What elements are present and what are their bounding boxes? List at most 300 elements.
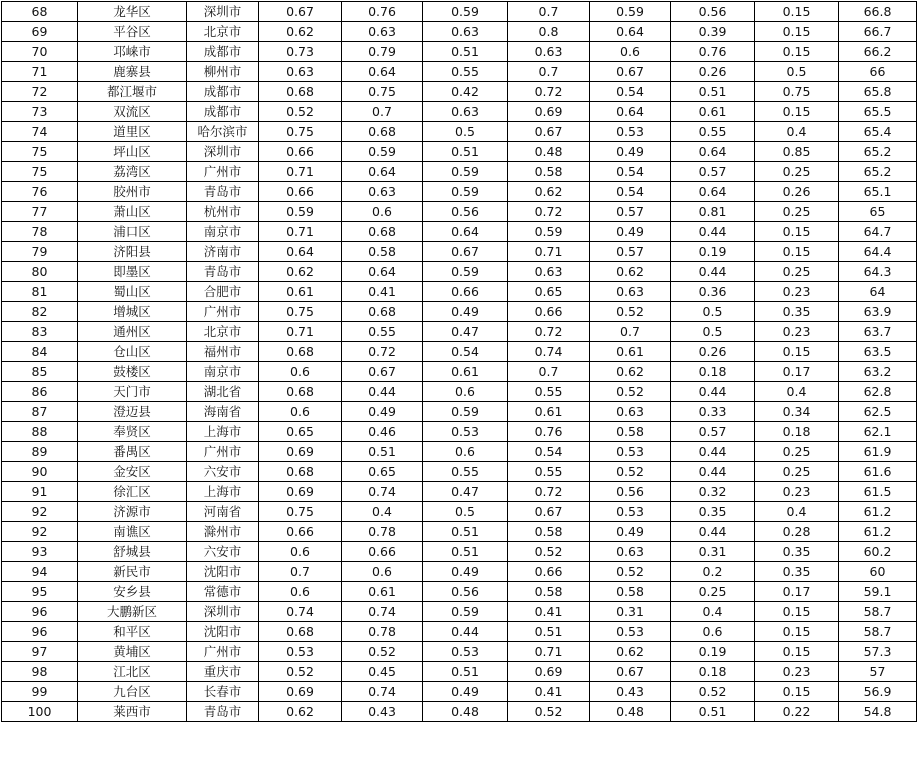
cell-district: 鹿寨县 bbox=[78, 62, 187, 82]
cell-city: 哈尔滨市 bbox=[187, 122, 259, 142]
cell-score-5: 0.52 bbox=[590, 302, 671, 322]
table-row bbox=[2, 282, 917, 302]
cell-city: 河南省 bbox=[187, 502, 259, 522]
cell-rank: 74 bbox=[2, 122, 78, 142]
table-row bbox=[2, 562, 917, 582]
cell-score-4: 0.54 bbox=[508, 442, 590, 462]
cell-rank: 95 bbox=[2, 582, 78, 602]
cell-city: 青岛市 bbox=[187, 182, 259, 202]
cell-rank: 97 bbox=[2, 642, 78, 662]
cell-score-5: 0.62 bbox=[590, 362, 671, 382]
cell-score-2: 0.46 bbox=[342, 422, 423, 442]
cell-score-7: 0.5 bbox=[755, 62, 839, 82]
cell-score-7: 0.15 bbox=[755, 622, 839, 642]
cell-score-3: 0.51 bbox=[423, 142, 508, 162]
table-row bbox=[2, 42, 917, 62]
cell-score-6: 0.44 bbox=[671, 462, 755, 482]
cell-score-5: 0.62 bbox=[590, 262, 671, 282]
cell-total-score: 65 bbox=[839, 202, 917, 222]
cell-score-4: 0.63 bbox=[508, 262, 590, 282]
cell-score-6: 0.33 bbox=[671, 402, 755, 422]
cell-score-7: 0.15 bbox=[755, 342, 839, 362]
cell-score-2: 0.63 bbox=[342, 182, 423, 202]
cell-score-1: 0.66 bbox=[259, 522, 342, 542]
cell-score-3: 0.47 bbox=[423, 322, 508, 342]
table-row bbox=[2, 362, 917, 382]
cell-score-5: 0.54 bbox=[590, 162, 671, 182]
cell-score-3: 0.49 bbox=[423, 302, 508, 322]
cell-score-6: 0.26 bbox=[671, 342, 755, 362]
cell-score-5: 0.52 bbox=[590, 462, 671, 482]
cell-score-1: 0.68 bbox=[259, 342, 342, 362]
cell-score-5: 0.58 bbox=[590, 582, 671, 602]
cell-district: 都江堰市 bbox=[78, 82, 187, 102]
cell-score-7: 0.4 bbox=[755, 122, 839, 142]
cell-score-2: 0.4 bbox=[342, 502, 423, 522]
cell-city: 杭州市 bbox=[187, 202, 259, 222]
cell-score-6: 0.64 bbox=[671, 142, 755, 162]
cell-score-5: 0.63 bbox=[590, 402, 671, 422]
table-row bbox=[2, 162, 917, 182]
cell-score-6: 0.44 bbox=[671, 382, 755, 402]
cell-score-2: 0.6 bbox=[342, 562, 423, 582]
cell-score-7: 0.15 bbox=[755, 242, 839, 262]
table-body bbox=[2, 2, 917, 722]
cell-score-5: 0.64 bbox=[590, 22, 671, 42]
cell-score-3: 0.59 bbox=[423, 402, 508, 422]
cell-score-1: 0.63 bbox=[259, 62, 342, 82]
cell-district: 龙华区 bbox=[78, 2, 187, 22]
cell-score-5: 0.59 bbox=[590, 2, 671, 22]
cell-score-3: 0.5 bbox=[423, 122, 508, 142]
cell-district: 黄埔区 bbox=[78, 642, 187, 662]
cell-total-score: 58.7 bbox=[839, 622, 917, 642]
cell-score-7: 0.15 bbox=[755, 102, 839, 122]
cell-score-1: 0.66 bbox=[259, 182, 342, 202]
cell-total-score: 66.2 bbox=[839, 42, 917, 62]
cell-rank: 96 bbox=[2, 602, 78, 622]
cell-city: 重庆市 bbox=[187, 662, 259, 682]
cell-city: 海南省 bbox=[187, 402, 259, 422]
cell-score-4: 0.71 bbox=[508, 642, 590, 662]
cell-score-3: 0.59 bbox=[423, 262, 508, 282]
cell-score-6: 0.76 bbox=[671, 42, 755, 62]
cell-score-6: 0.44 bbox=[671, 262, 755, 282]
cell-score-5: 0.53 bbox=[590, 622, 671, 642]
table-row bbox=[2, 602, 917, 622]
cell-score-5: 0.49 bbox=[590, 222, 671, 242]
cell-score-2: 0.74 bbox=[342, 682, 423, 702]
cell-score-1: 0.68 bbox=[259, 622, 342, 642]
cell-score-3: 0.53 bbox=[423, 422, 508, 442]
cell-score-7: 0.17 bbox=[755, 362, 839, 382]
cell-score-3: 0.51 bbox=[423, 522, 508, 542]
cell-score-1: 0.7 bbox=[259, 562, 342, 582]
cell-score-4: 0.62 bbox=[508, 182, 590, 202]
cell-total-score: 59.1 bbox=[839, 582, 917, 602]
cell-rank: 98 bbox=[2, 662, 78, 682]
cell-total-score: 56.9 bbox=[839, 682, 917, 702]
cell-district: 九台区 bbox=[78, 682, 187, 702]
cell-score-6: 0.19 bbox=[671, 642, 755, 662]
cell-score-5: 0.49 bbox=[590, 522, 671, 542]
cell-score-7: 0.15 bbox=[755, 642, 839, 662]
cell-total-score: 64 bbox=[839, 282, 917, 302]
cell-score-4: 0.48 bbox=[508, 142, 590, 162]
cell-score-7: 0.15 bbox=[755, 682, 839, 702]
cell-score-2: 0.68 bbox=[342, 222, 423, 242]
cell-city: 沈阳市 bbox=[187, 622, 259, 642]
cell-score-2: 0.68 bbox=[342, 122, 423, 142]
cell-score-3: 0.64 bbox=[423, 222, 508, 242]
cell-district: 蜀山区 bbox=[78, 282, 187, 302]
cell-city: 深圳市 bbox=[187, 2, 259, 22]
cell-district: 新民市 bbox=[78, 562, 187, 582]
cell-rank: 82 bbox=[2, 302, 78, 322]
cell-city: 济南市 bbox=[187, 242, 259, 262]
cell-score-1: 0.67 bbox=[259, 2, 342, 22]
cell-score-4: 0.41 bbox=[508, 602, 590, 622]
cell-total-score: 60.2 bbox=[839, 542, 917, 562]
cell-score-5: 0.58 bbox=[590, 422, 671, 442]
table-row bbox=[2, 122, 917, 142]
cell-rank: 86 bbox=[2, 382, 78, 402]
cell-score-7: 0.28 bbox=[755, 522, 839, 542]
cell-score-5: 0.53 bbox=[590, 122, 671, 142]
cell-district: 即墨区 bbox=[78, 262, 187, 282]
cell-total-score: 57.3 bbox=[839, 642, 917, 662]
cell-score-5: 0.57 bbox=[590, 202, 671, 222]
cell-score-1: 0.6 bbox=[259, 402, 342, 422]
cell-score-1: 0.61 bbox=[259, 282, 342, 302]
cell-rank: 73 bbox=[2, 102, 78, 122]
table-row bbox=[2, 302, 917, 322]
table-row bbox=[2, 662, 917, 682]
cell-score-3: 0.56 bbox=[423, 582, 508, 602]
cell-total-score: 61.2 bbox=[839, 522, 917, 542]
cell-district: 邛崃市 bbox=[78, 42, 187, 62]
cell-score-2: 0.74 bbox=[342, 482, 423, 502]
cell-score-3: 0.54 bbox=[423, 342, 508, 362]
cell-score-3: 0.59 bbox=[423, 2, 508, 22]
cell-rank: 100 bbox=[2, 702, 78, 722]
cell-score-7: 0.25 bbox=[755, 202, 839, 222]
cell-score-6: 0.6 bbox=[671, 622, 755, 642]
cell-city: 成都市 bbox=[187, 82, 259, 102]
cell-score-6: 0.44 bbox=[671, 442, 755, 462]
cell-score-2: 0.72 bbox=[342, 342, 423, 362]
cell-score-3: 0.51 bbox=[423, 542, 508, 562]
cell-score-7: 0.35 bbox=[755, 562, 839, 582]
cell-score-5: 0.7 bbox=[590, 322, 671, 342]
cell-city: 六安市 bbox=[187, 462, 259, 482]
cell-score-2: 0.74 bbox=[342, 602, 423, 622]
table-row bbox=[2, 542, 917, 562]
cell-score-6: 0.44 bbox=[671, 522, 755, 542]
cell-score-4: 0.51 bbox=[508, 622, 590, 642]
cell-rank: 92 bbox=[2, 502, 78, 522]
cell-total-score: 62.8 bbox=[839, 382, 917, 402]
cell-score-5: 0.49 bbox=[590, 142, 671, 162]
cell-rank: 69 bbox=[2, 22, 78, 42]
table-row bbox=[2, 342, 917, 362]
cell-score-7: 0.4 bbox=[755, 382, 839, 402]
cell-score-1: 0.73 bbox=[259, 42, 342, 62]
cell-score-1: 0.66 bbox=[259, 142, 342, 162]
cell-score-4: 0.63 bbox=[508, 42, 590, 62]
cell-score-6: 0.19 bbox=[671, 242, 755, 262]
cell-score-6: 0.57 bbox=[671, 422, 755, 442]
cell-rank: 99 bbox=[2, 682, 78, 702]
cell-total-score: 57 bbox=[839, 662, 917, 682]
cell-score-6: 0.61 bbox=[671, 102, 755, 122]
cell-score-5: 0.6 bbox=[590, 42, 671, 62]
cell-score-1: 0.74 bbox=[259, 602, 342, 622]
table-row bbox=[2, 462, 917, 482]
table-row bbox=[2, 22, 917, 42]
cell-score-4: 0.58 bbox=[508, 522, 590, 542]
cell-score-4: 0.52 bbox=[508, 702, 590, 722]
table-row bbox=[2, 682, 917, 702]
cell-city: 深圳市 bbox=[187, 142, 259, 162]
cell-score-5: 0.61 bbox=[590, 342, 671, 362]
cell-score-5: 0.53 bbox=[590, 442, 671, 462]
table-row bbox=[2, 182, 917, 202]
cell-score-7: 0.23 bbox=[755, 282, 839, 302]
cell-score-6: 0.25 bbox=[671, 582, 755, 602]
cell-score-3: 0.61 bbox=[423, 362, 508, 382]
cell-score-1: 0.52 bbox=[259, 102, 342, 122]
cell-score-1: 0.62 bbox=[259, 262, 342, 282]
cell-city: 北京市 bbox=[187, 22, 259, 42]
cell-score-3: 0.51 bbox=[423, 662, 508, 682]
cell-score-1: 0.71 bbox=[259, 222, 342, 242]
cell-score-5: 0.48 bbox=[590, 702, 671, 722]
cell-score-1: 0.6 bbox=[259, 542, 342, 562]
cell-district: 天门市 bbox=[78, 382, 187, 402]
table-row bbox=[2, 82, 917, 102]
cell-rank: 92 bbox=[2, 522, 78, 542]
cell-score-1: 0.6 bbox=[259, 582, 342, 602]
cell-score-2: 0.78 bbox=[342, 522, 423, 542]
cell-total-score: 63.5 bbox=[839, 342, 917, 362]
cell-score-6: 0.5 bbox=[671, 322, 755, 342]
cell-score-6: 0.51 bbox=[671, 702, 755, 722]
cell-score-7: 0.25 bbox=[755, 442, 839, 462]
table-row bbox=[2, 242, 917, 262]
cell-score-1: 0.75 bbox=[259, 302, 342, 322]
cell-score-3: 0.67 bbox=[423, 242, 508, 262]
cell-score-1: 0.69 bbox=[259, 682, 342, 702]
cell-rank: 87 bbox=[2, 402, 78, 422]
cell-district: 济阳县 bbox=[78, 242, 187, 262]
cell-score-1: 0.75 bbox=[259, 122, 342, 142]
cell-total-score: 65.1 bbox=[839, 182, 917, 202]
cell-city: 成都市 bbox=[187, 42, 259, 62]
cell-score-2: 0.49 bbox=[342, 402, 423, 422]
cell-total-score: 54.8 bbox=[839, 702, 917, 722]
table-row bbox=[2, 102, 917, 122]
cell-score-1: 0.69 bbox=[259, 442, 342, 462]
cell-score-7: 0.25 bbox=[755, 162, 839, 182]
cell-city: 沈阳市 bbox=[187, 562, 259, 582]
cell-city: 青岛市 bbox=[187, 702, 259, 722]
cell-city: 滁州市 bbox=[187, 522, 259, 542]
cell-score-4: 0.76 bbox=[508, 422, 590, 442]
cell-city: 广州市 bbox=[187, 302, 259, 322]
cell-total-score: 60 bbox=[839, 562, 917, 582]
table-row bbox=[2, 2, 917, 22]
table-row bbox=[2, 502, 917, 522]
cell-total-score: 64.4 bbox=[839, 242, 917, 262]
cell-score-6: 0.2 bbox=[671, 562, 755, 582]
cell-score-2: 0.45 bbox=[342, 662, 423, 682]
cell-city: 南京市 bbox=[187, 362, 259, 382]
cell-total-score: 61.6 bbox=[839, 462, 917, 482]
cell-score-2: 0.6 bbox=[342, 202, 423, 222]
cell-score-5: 0.31 bbox=[590, 602, 671, 622]
cell-score-1: 0.68 bbox=[259, 462, 342, 482]
table-row bbox=[2, 142, 917, 162]
cell-score-3: 0.63 bbox=[423, 22, 508, 42]
cell-rank: 77 bbox=[2, 202, 78, 222]
cell-district: 金安区 bbox=[78, 462, 187, 482]
cell-city: 长春市 bbox=[187, 682, 259, 702]
table-row bbox=[2, 222, 917, 242]
cell-score-4: 0.67 bbox=[508, 122, 590, 142]
cell-score-3: 0.49 bbox=[423, 562, 508, 582]
table-row bbox=[2, 262, 917, 282]
cell-district: 增城区 bbox=[78, 302, 187, 322]
cell-score-6: 0.56 bbox=[671, 2, 755, 22]
cell-total-score: 66 bbox=[839, 62, 917, 82]
cell-district: 澄迈县 bbox=[78, 402, 187, 422]
cell-district: 萧山区 bbox=[78, 202, 187, 222]
cell-score-1: 0.68 bbox=[259, 82, 342, 102]
cell-district: 奉贤区 bbox=[78, 422, 187, 442]
cell-score-3: 0.49 bbox=[423, 682, 508, 702]
cell-total-score: 58.7 bbox=[839, 602, 917, 622]
cell-score-3: 0.48 bbox=[423, 702, 508, 722]
cell-score-5: 0.43 bbox=[590, 682, 671, 702]
cell-score-2: 0.44 bbox=[342, 382, 423, 402]
cell-district: 仓山区 bbox=[78, 342, 187, 362]
cell-city: 柳州市 bbox=[187, 62, 259, 82]
cell-score-2: 0.55 bbox=[342, 322, 423, 342]
table-row bbox=[2, 702, 917, 722]
cell-rank: 80 bbox=[2, 262, 78, 282]
cell-city: 广州市 bbox=[187, 642, 259, 662]
cell-score-4: 0.7 bbox=[508, 2, 590, 22]
cell-score-3: 0.55 bbox=[423, 462, 508, 482]
cell-score-7: 0.15 bbox=[755, 602, 839, 622]
cell-score-4: 0.69 bbox=[508, 662, 590, 682]
cell-total-score: 65.8 bbox=[839, 82, 917, 102]
cell-score-6: 0.44 bbox=[671, 222, 755, 242]
cell-score-7: 0.4 bbox=[755, 502, 839, 522]
cell-score-1: 0.69 bbox=[259, 482, 342, 502]
cell-city: 广州市 bbox=[187, 442, 259, 462]
table-row bbox=[2, 62, 917, 82]
cell-district: 双流区 bbox=[78, 102, 187, 122]
cell-score-3: 0.59 bbox=[423, 162, 508, 182]
cell-city: 深圳市 bbox=[187, 602, 259, 622]
table-row bbox=[2, 422, 917, 442]
cell-rank: 84 bbox=[2, 342, 78, 362]
table-row bbox=[2, 442, 917, 462]
table-row bbox=[2, 322, 917, 342]
cell-score-7: 0.26 bbox=[755, 182, 839, 202]
table-row bbox=[2, 402, 917, 422]
cell-rank: 91 bbox=[2, 482, 78, 502]
cell-score-4: 0.72 bbox=[508, 202, 590, 222]
cell-district: 番禺区 bbox=[78, 442, 187, 462]
cell-score-4: 0.74 bbox=[508, 342, 590, 362]
cell-score-7: 0.23 bbox=[755, 322, 839, 342]
cell-score-2: 0.68 bbox=[342, 302, 423, 322]
cell-score-3: 0.59 bbox=[423, 602, 508, 622]
cell-district: 安乡县 bbox=[78, 582, 187, 602]
cell-score-4: 0.55 bbox=[508, 382, 590, 402]
cell-score-3: 0.42 bbox=[423, 82, 508, 102]
cell-score-4: 0.55 bbox=[508, 462, 590, 482]
cell-score-2: 0.65 bbox=[342, 462, 423, 482]
cell-rank: 81 bbox=[2, 282, 78, 302]
cell-score-2: 0.59 bbox=[342, 142, 423, 162]
cell-total-score: 63.9 bbox=[839, 302, 917, 322]
cell-score-6: 0.81 bbox=[671, 202, 755, 222]
table-row bbox=[2, 582, 917, 602]
cell-score-2: 0.75 bbox=[342, 82, 423, 102]
cell-score-6: 0.57 bbox=[671, 162, 755, 182]
cell-score-6: 0.26 bbox=[671, 62, 755, 82]
cell-score-6: 0.39 bbox=[671, 22, 755, 42]
cell-score-1: 0.65 bbox=[259, 422, 342, 442]
cell-score-7: 0.85 bbox=[755, 142, 839, 162]
cell-score-1: 0.64 bbox=[259, 242, 342, 262]
cell-city: 北京市 bbox=[187, 322, 259, 342]
cell-score-3: 0.47 bbox=[423, 482, 508, 502]
cell-total-score: 65.5 bbox=[839, 102, 917, 122]
cell-score-2: 0.61 bbox=[342, 582, 423, 602]
cell-district: 舒城县 bbox=[78, 542, 187, 562]
cell-score-1: 0.71 bbox=[259, 322, 342, 342]
cell-rank: 70 bbox=[2, 42, 78, 62]
cell-score-1: 0.68 bbox=[259, 382, 342, 402]
ranking-table bbox=[1, 1, 917, 722]
cell-city: 青岛市 bbox=[187, 262, 259, 282]
cell-score-4: 0.72 bbox=[508, 482, 590, 502]
cell-rank: 88 bbox=[2, 422, 78, 442]
cell-score-7: 0.15 bbox=[755, 2, 839, 22]
cell-score-5: 0.62 bbox=[590, 642, 671, 662]
cell-district: 平谷区 bbox=[78, 22, 187, 42]
cell-city: 南京市 bbox=[187, 222, 259, 242]
cell-total-score: 62.1 bbox=[839, 422, 917, 442]
cell-score-4: 0.59 bbox=[508, 222, 590, 242]
table-row bbox=[2, 522, 917, 542]
table-row bbox=[2, 202, 917, 222]
cell-score-4: 0.8 bbox=[508, 22, 590, 42]
cell-score-1: 0.53 bbox=[259, 642, 342, 662]
cell-total-score: 65.4 bbox=[839, 122, 917, 142]
cell-district: 坪山区 bbox=[78, 142, 187, 162]
cell-score-6: 0.5 bbox=[671, 302, 755, 322]
cell-score-1: 0.6 bbox=[259, 362, 342, 382]
cell-score-2: 0.67 bbox=[342, 362, 423, 382]
cell-score-6: 0.18 bbox=[671, 362, 755, 382]
cell-score-7: 0.23 bbox=[755, 662, 839, 682]
